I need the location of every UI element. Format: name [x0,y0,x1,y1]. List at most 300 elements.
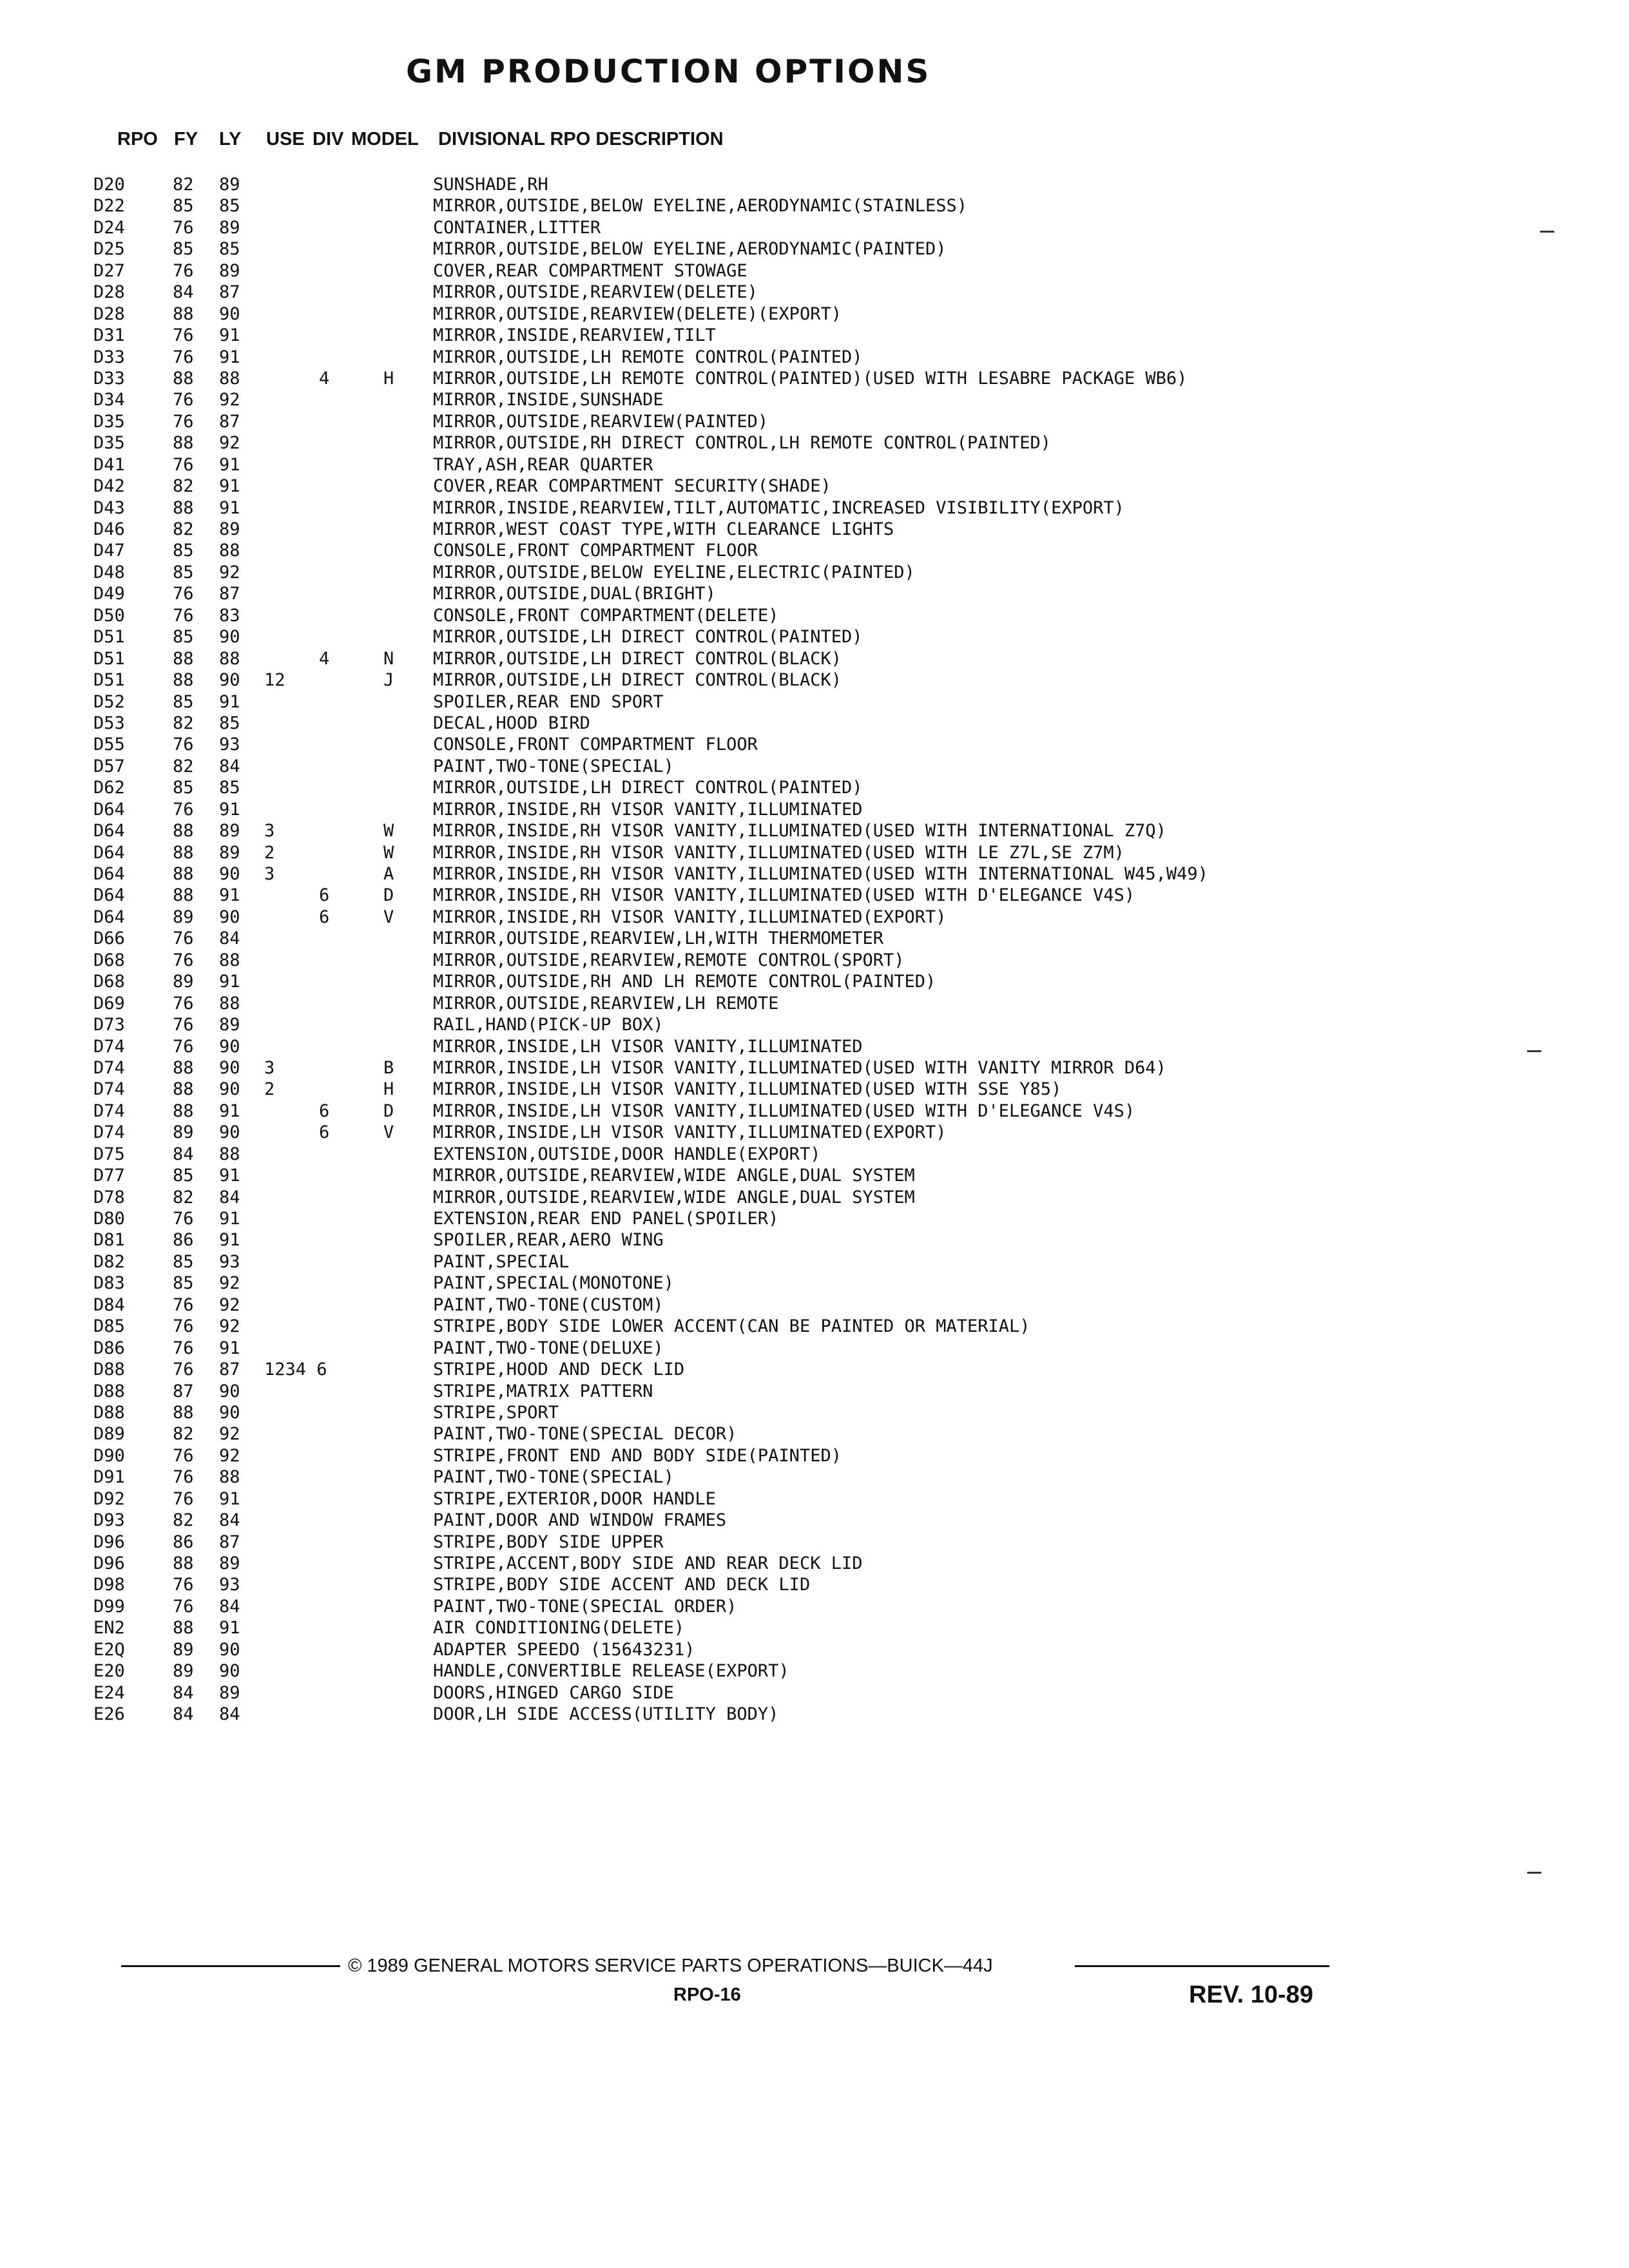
cell-ly: 91 [219,347,240,367]
cell-desc: MIRROR,OUTSIDE,LH DIRECT CONTROL(PAINTED) [433,627,863,648]
cell-desc: MIRROR,OUTSIDE,LH REMOTE CONTROL(PAINTED)(USED WITH LESABRE PACKAGE WB6) [433,368,1188,389]
cell-desc: MIRROR,OUTSIDE,DUAL(BRIGHT) [433,584,716,604]
cell-ly: 93 [219,1251,240,1272]
cell-rpo: D81 [93,1230,125,1251]
table-row [0,1617,1629,1639]
col-header-ly: LY [219,129,242,149]
cell-rpo: D68 [93,972,125,992]
cell-rpo: D64 [93,907,125,927]
cell-ly: 84 [219,1187,240,1207]
table-row [0,713,1629,734]
cell-ly: 88 [219,648,240,669]
cell-desc: SPOILER,REAR,AERO WING [433,1230,664,1251]
table-row [0,1294,1629,1316]
cell-ly: 91 [219,691,240,712]
table-row [0,1057,1629,1079]
cell-fy: 85 [173,541,194,561]
cell-fy: 76 [173,735,194,755]
table-row [0,1466,1629,1488]
cell-desc: STRIPE,BODY SIDE UPPER [433,1532,664,1552]
cell-ly: 89 [219,842,240,863]
margin-tick-mark [1527,1050,1541,1052]
cell-use: 1234 6 [264,1360,327,1380]
table-row [0,1574,1629,1595]
cell-desc: COVER,REAR COMPARTMENT STOWAGE [433,260,747,281]
cell-ly: 84 [219,1510,240,1531]
cell-fy: 89 [173,1639,194,1660]
cell-fy: 76 [173,799,194,820]
table-row [0,1165,1629,1186]
cell-ly: 90 [219,670,240,691]
cell-model: V [383,907,394,927]
table-row [0,626,1629,648]
cell-ly: 90 [219,1057,240,1078]
table-row [0,1338,1629,1359]
footer-revision: REV. 10-89 [1189,1981,1313,2008]
cell-ly: 90 [219,303,240,324]
table-row [0,950,1629,971]
cell-fy: 88 [173,1553,194,1573]
cell-fy: 76 [173,950,194,970]
cell-rpo: D22 [93,196,125,216]
cell-fy: 85 [173,1251,194,1272]
cell-fy: 76 [173,928,194,949]
table-row [0,432,1629,454]
cell-rpo: D46 [93,519,125,539]
cell-ly: 84 [219,928,240,949]
cell-desc: MIRROR,INSIDE,LH VISOR VANITY,ILLUMINATED(USED WITH VANITY MIRROR D64) [433,1057,1166,1078]
cell-rpo: D47 [93,541,125,561]
table-row [0,217,1629,238]
cell-rpo: D31 [93,325,125,346]
cell-desc: EXTENSION,OUTSIDE,DOOR HANDLE(EXPORT) [433,1144,821,1164]
table-row [0,1381,1629,1402]
cell-fy: 76 [173,260,194,281]
cell-rpo: D50 [93,605,125,626]
footer-page-number: RPO-16 [673,1984,741,2005]
cell-desc: STRIPE,BODY SIDE ACCENT AND DECK LID [433,1575,811,1595]
cell-ly: 91 [219,1100,240,1121]
cell-desc: PAINT,TWO-TONE(DELUXE) [433,1338,664,1358]
footer-rule-left [121,1965,340,1967]
cell-rpo: E24 [93,1682,125,1703]
cell-fy: 88 [173,842,194,863]
cell-fy: 76 [173,454,194,475]
cell-fy: 89 [173,1661,194,1682]
cell-fy: 76 [173,993,194,1014]
cell-fy: 84 [173,1682,194,1703]
table-row [0,303,1629,325]
cell-ly: 87 [219,584,240,604]
table-row [0,1273,1629,1294]
cell-desc: PAINT,SPECIAL(MONOTONE) [433,1273,674,1294]
cell-ly: 88 [219,993,240,1014]
cell-div: 4 [319,648,330,669]
table-row [0,648,1629,669]
table-row [0,583,1629,604]
cell-rpo: D27 [93,260,125,281]
cell-desc: STRIPE,ACCENT,BODY SIDE AND REAR DECK LID [433,1553,863,1573]
cell-desc: MIRROR,OUTSIDE,BELOW EYELINE,ELECTRIC(PAINTED) [433,562,915,582]
cell-rpo: D74 [93,1057,125,1078]
table-row [0,971,1629,992]
cell-ly: 88 [219,541,240,561]
cell-ly: 85 [219,778,240,798]
cell-desc: HANDLE,CONVERTIBLE RELEASE(EXPORT) [433,1661,789,1682]
cell-rpo: D66 [93,928,125,949]
table-row [0,756,1629,777]
cell-desc: PAINT,TWO-TONE(SPECIAL DECOR) [433,1424,737,1445]
cell-ly: 87 [219,411,240,432]
table-row [0,863,1629,885]
cell-desc: CONSOLE,FRONT COMPARTMENT(DELETE) [433,605,779,626]
cell-model: A [383,864,394,884]
cell-rpo: D91 [93,1467,125,1488]
cell-rpo: D83 [93,1273,125,1294]
cell-fy: 76 [173,584,194,604]
cell-desc: MIRROR,OUTSIDE,REARVIEW(DELETE) [433,282,758,303]
table-row [0,1510,1629,1531]
cell-rpo: D96 [93,1532,125,1552]
cell-rpo: D85 [93,1316,125,1337]
cell-fy: 76 [173,217,194,238]
cell-fy: 87 [173,1381,194,1401]
cell-model: D [383,1100,394,1121]
cell-fy: 88 [173,1100,194,1121]
table-row [0,1187,1629,1208]
cell-rpo: D24 [93,217,125,238]
cell-ly: 91 [219,1488,240,1509]
cell-ly: 92 [219,562,240,582]
table-row [0,195,1629,216]
table-row [0,691,1629,713]
cell-desc: MIRROR,INSIDE,RH VISOR VANITY,ILLUMINATED(EXPORT) [433,907,947,927]
table-row [0,1251,1629,1273]
cell-rpo: D52 [93,691,125,712]
cell-use: 3 [264,821,275,841]
cell-ly: 91 [219,1618,240,1639]
cell-rpo: E2Q [93,1639,125,1660]
cell-rpo: D98 [93,1575,125,1595]
cell-ly: 84 [219,756,240,776]
cell-desc: MIRROR,INSIDE,RH VISOR VANITY,ILLUMINATED(USED WITH D'ELEGANCE V4S) [433,885,1135,906]
cell-use: 3 [264,864,275,884]
cell-ly: 88 [219,950,240,970]
cell-model: V [383,1122,394,1143]
table-row [0,497,1629,519]
cell-ly: 92 [219,1445,240,1466]
cell-ly: 85 [219,239,240,260]
cell-fy: 76 [173,605,194,626]
cell-fy: 76 [173,1338,194,1358]
table-row [0,907,1629,928]
cell-fy: 84 [173,1704,194,1725]
cell-desc: PAINT,TWO-TONE(SPECIAL) [433,1467,674,1488]
cell-fy: 76 [173,1015,194,1035]
cell-ly: 87 [219,1532,240,1552]
cell-desc: DOOR,LH SIDE ACCESS(UTILITY BODY) [433,1704,779,1725]
cell-rpo: D74 [93,1122,125,1143]
cell-fy: 85 [173,562,194,582]
cell-rpo: D51 [93,670,125,691]
cell-rpo: D28 [93,303,125,324]
cell-fy: 85 [173,1166,194,1186]
cell-ly: 89 [219,821,240,841]
cell-ly: 91 [219,799,240,820]
cell-desc: MIRROR,OUTSIDE,REARVIEW(PAINTED) [433,411,769,432]
col-header-use: USE [266,129,305,149]
cell-desc: MIRROR,INSIDE,RH VISOR VANITY,ILLUMINATED(USED WITH INTERNATIONAL W45,W49) [433,864,1208,884]
cell-ly: 84 [219,1704,240,1725]
cell-fy: 88 [173,864,194,884]
cell-fy: 82 [173,476,194,497]
cell-fy: 88 [173,303,194,324]
table-row [0,1553,1629,1574]
cell-ly: 88 [219,1467,240,1488]
cell-rpo: D82 [93,1251,125,1272]
cell-rpo: D62 [93,778,125,798]
cell-ly: 90 [219,627,240,648]
cell-fy: 76 [173,1036,194,1057]
cell-rpo: D73 [93,1015,125,1035]
table-row [0,1359,1629,1380]
col-header-model: MODEL [351,129,419,149]
cell-desc: MIRROR,INSIDE,REARVIEW,TILT,AUTOMATIC,INCREASED VISIBILITY(EXPORT) [433,497,1124,518]
cell-fy: 88 [173,1402,194,1423]
cell-ly: 92 [219,1316,240,1337]
table-row [0,799,1629,820]
cell-rpo: D78 [93,1187,125,1207]
table-row [0,325,1629,346]
cell-rpo: D64 [93,821,125,841]
table-row [0,238,1629,260]
cell-rpo: D92 [93,1488,125,1509]
cell-desc: STRIPE,SPORT [433,1402,559,1423]
table-row [0,1079,1629,1100]
cell-ly: 89 [219,519,240,539]
col-header-description: DIVISIONAL RPO DESCRIPTION [438,129,724,149]
margin-tick-mark [1527,1872,1541,1874]
cell-rpo: D20 [93,175,125,195]
cell-rpo: D33 [93,368,125,389]
cell-ly: 89 [219,260,240,281]
cell-desc: MIRROR,OUTSIDE,BELOW EYELINE,AERODYNAMIC(PAINTED) [433,239,947,260]
cell-div: 6 [319,885,330,906]
cell-desc: MIRROR,INSIDE,LH VISOR VANITY,ILLUMINATED(USED WITH D'ELEGANCE V4S) [433,1100,1135,1121]
table-row [0,734,1629,755]
cell-ly: 92 [219,1424,240,1445]
cell-ly: 89 [219,1682,240,1703]
cell-fy: 85 [173,627,194,648]
cell-rpo: D51 [93,648,125,669]
cell-desc: STRIPE,EXTERIOR,DOOR HANDLE [433,1488,716,1509]
cell-use: 12 [264,670,285,691]
cell-desc: CONTAINER,LITTER [433,217,601,238]
cell-ly: 93 [219,1575,240,1595]
cell-ly: 91 [219,1209,240,1229]
cell-desc: MIRROR,OUTSIDE,BELOW EYELINE,AERODYNAMIC(STAINLESS) [433,196,968,216]
cell-rpo: D84 [93,1294,125,1315]
footer-rule-right [1075,1965,1329,1967]
cell-desc: CONSOLE,FRONT COMPARTMENT FLOOR [433,541,758,561]
cell-rpo: D99 [93,1596,125,1617]
cell-desc: COVER,REAR COMPARTMENT SECURITY(SHADE) [433,476,831,497]
cell-desc: MIRROR,OUTSIDE,REARVIEW,LH,WITH THERMOMETER [433,928,883,949]
cell-desc: MIRROR,OUTSIDE,RH AND LH REMOTE CONTROL(PAINTED) [433,972,936,992]
cell-ly: 91 [219,497,240,518]
table-row [0,1596,1629,1617]
cell-rpo: D49 [93,584,125,604]
table-row [0,928,1629,949]
cell-desc: MIRROR,OUTSIDE,LH DIRECT CONTROL(PAINTED) [433,778,863,798]
cell-rpo: D77 [93,1166,125,1186]
cell-ly: 91 [219,1338,240,1358]
cell-desc: PAINT,SPECIAL [433,1251,570,1272]
cell-rpo: D90 [93,1445,125,1466]
cell-fy: 85 [173,691,194,712]
cell-fy: 76 [173,1445,194,1466]
cell-ly: 87 [219,1360,240,1380]
table-row [0,669,1629,691]
cell-rpo: D93 [93,1510,125,1531]
cell-fy: 82 [173,1424,194,1445]
cell-fy: 85 [173,1273,194,1294]
cell-fy: 82 [173,713,194,733]
cell-desc: SUNSHADE,RH [433,175,548,195]
cell-model: W [383,821,394,841]
cell-ly: 90 [219,1381,240,1401]
cell-desc: PAINT,DOOR AND WINDOW FRAMES [433,1510,727,1531]
page-title: GM PRODUCTION OPTIONS [406,53,931,90]
cell-desc: MIRROR,OUTSIDE,REARVIEW,WIDE ANGLE,DUAL SYSTEM [433,1187,915,1207]
cell-desc: MIRROR,WEST COAST TYPE,WITH CLEARANCE LIGHTS [433,519,894,539]
cell-ly: 91 [219,1230,240,1251]
cell-desc: ADAPTER SPEEDO (15643231) [433,1639,695,1660]
table-row [0,1532,1629,1553]
table-row [0,476,1629,497]
cell-ly: 90 [219,1639,240,1660]
cell-fy: 85 [173,196,194,216]
rpo-table [0,174,1629,1725]
cell-fy: 86 [173,1230,194,1251]
cell-ly: 91 [219,325,240,346]
cell-ly: 85 [219,713,240,733]
cell-fy: 82 [173,175,194,195]
table-row [0,454,1629,476]
cell-desc: RAIL,HAND(PICK-UP BOX) [433,1015,664,1035]
cell-ly: 88 [219,1144,240,1164]
cell-rpo: D80 [93,1209,125,1229]
table-row [0,1100,1629,1122]
cell-desc: EXTENSION,REAR END PANEL(SPOILER) [433,1209,779,1229]
cell-ly: 92 [219,433,240,454]
cell-fy: 88 [173,497,194,518]
cell-ly: 92 [219,1273,240,1294]
cell-fy: 85 [173,239,194,260]
table-row [0,282,1629,303]
cell-desc: PAINT,TWO-TONE(CUSTOM) [433,1294,664,1315]
table-row [0,777,1629,798]
cell-rpo: D53 [93,713,125,733]
cell-rpo: D74 [93,1100,125,1121]
footer-copyright: © 1989 GENERAL MOTORS SERVICE PARTS OPERATIONS—BUICK—44J [348,1956,993,1976]
cell-fy: 76 [173,1596,194,1617]
col-header-fy: FY [174,129,198,149]
cell-rpo: D89 [93,1424,125,1445]
cell-rpo: D96 [93,1553,125,1573]
cell-ly: 90 [219,1079,240,1100]
cell-desc: MIRROR,INSIDE,RH VISOR VANITY,ILLUMINATED(USED WITH LE Z7L,SE Z7M) [433,842,1124,863]
cell-rpo: D88 [93,1360,125,1380]
cell-fy: 76 [173,1316,194,1337]
cell-desc: MIRROR,OUTSIDE,RH DIRECT CONTROL,LH REMOTE CONTROL(PAINTED) [433,433,1052,454]
table-row [0,1704,1629,1725]
cell-rpo: D35 [93,411,125,432]
cell-ly: 91 [219,454,240,475]
cell-model: H [383,368,394,389]
cell-desc: DECAL,HOOD BIRD [433,713,590,733]
cell-desc: MIRROR,INSIDE,LH VISOR VANITY,ILLUMINATED(EXPORT) [433,1122,947,1143]
cell-model: W [383,842,394,863]
cell-fy: 76 [173,390,194,410]
cell-rpo: D68 [93,950,125,970]
table-row [0,368,1629,389]
cell-ly: 90 [219,1402,240,1423]
cell-rpo: D43 [93,497,125,518]
table-row [0,1122,1629,1143]
cell-fy: 76 [173,1467,194,1488]
cell-fy: 76 [173,1294,194,1315]
table-row [0,1229,1629,1251]
cell-rpo: D86 [93,1338,125,1358]
table-row [0,1682,1629,1704]
cell-fy: 88 [173,821,194,841]
cell-ly: 90 [219,864,240,884]
cell-desc: MIRROR,INSIDE,RH VISOR VANITY,ILLUMINATED [433,799,863,820]
table-row [0,1639,1629,1660]
cell-ly: 93 [219,735,240,755]
table-row [0,519,1629,540]
cell-ly: 90 [219,907,240,927]
cell-rpo: D64 [93,885,125,906]
table-row [0,347,1629,368]
cell-use: 2 [264,842,275,863]
table-row [0,1445,1629,1466]
cell-ly: 85 [219,196,240,216]
cell-rpo: D69 [93,993,125,1014]
cell-rpo: D55 [93,735,125,755]
cell-fy: 88 [173,648,194,669]
cell-fy: 76 [173,411,194,432]
cell-fy: 82 [173,1187,194,1207]
cell-ly: 92 [219,390,240,410]
cell-fy: 89 [173,1122,194,1143]
cell-fy: 76 [173,325,194,346]
cell-rpo: D64 [93,799,125,820]
cell-rpo: D74 [93,1036,125,1057]
cell-ly: 90 [219,1036,240,1057]
cell-model: N [383,648,394,669]
cell-rpo: D25 [93,239,125,260]
cell-desc: TRAY,ASH,REAR QUARTER [433,454,653,475]
table-row [0,540,1629,561]
cell-rpo: D34 [93,390,125,410]
cell-div: 6 [319,1100,330,1121]
cell-fy: 88 [173,433,194,454]
cell-rpo: D41 [93,454,125,475]
table-header [0,129,1629,161]
cell-fy: 82 [173,519,194,539]
